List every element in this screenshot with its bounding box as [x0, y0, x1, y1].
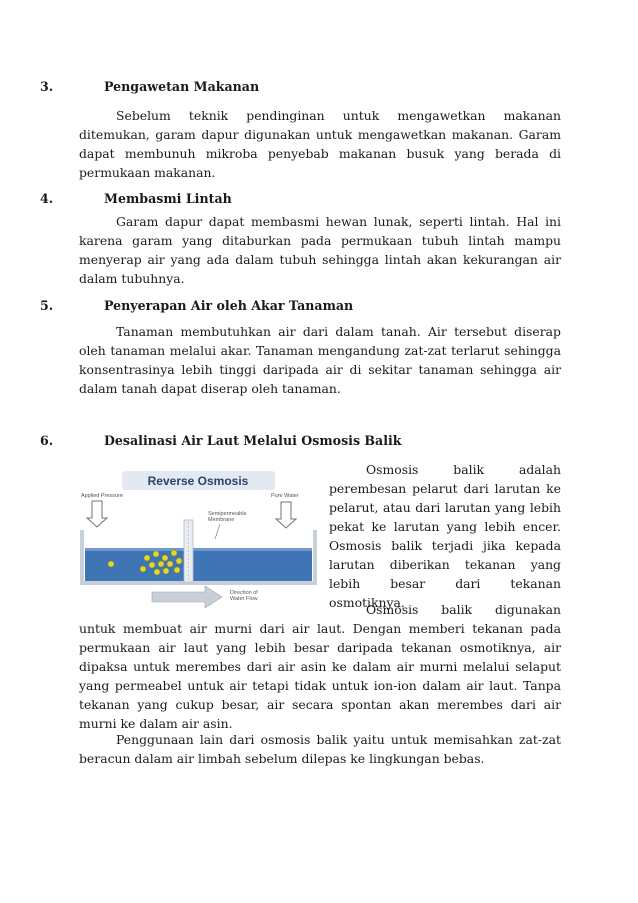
section-5-number: 5. — [40, 298, 54, 313]
section-6-body-continued: untuk membuat air murni dari air laut. Dengan memberi tekanan pada permukaan air laut yang lebih besar daripada tekanan osmotiknya, air dipaksa untuk merembes dari air asin ke dalam air murni melalui selaput yang permeabel untuk air tetapi tidak untuk ion-ion dalam air laut. Tanpa tekanan yang cukup besar, air secara spontan akan merembes dari air murni ke dalam air asin. — [79, 621, 561, 731]
section-3-title: Pengawetan Makanan — [104, 79, 260, 94]
label-membrane-line1: Semipermeable — [208, 511, 247, 517]
section-4-body: Garam dapur dapat membasmi hewan lunak, seperti lintah. Hal ini karena garam yang ditaburkan pada permukaan tubuh lintah mampu menyerap air yang ada dalam tubuh sehingga lintah akan kekurangan air dalam tubuhnya. — [79, 214, 561, 286]
section-6-body-continued-start: Osmosis balik digunakan — [366, 602, 561, 617]
water-body — [85, 548, 312, 581]
label-pure-water: Pure Water — [271, 493, 299, 499]
label-flow-line1: Direction of — [230, 590, 258, 596]
section-4-number: 4. — [40, 191, 54, 206]
section-6-number: 6. — [40, 433, 54, 448]
label-flow-line2: Water Flow — [230, 596, 258, 602]
section-6-body-last: Penggunaan lain dari osmosis balik yaitu untuk memisahkan zat-zat beracun dalam air limbah sebelum dilepas ke lingkungan bebas. — [79, 732, 561, 766]
reverse-osmosis-diagram — [80, 466, 317, 609]
label-applied-pressure: Applied Pressure — [81, 493, 123, 499]
section-3-number: 3. — [40, 79, 54, 94]
figure-title: Reverse Osmosis — [147, 474, 249, 488]
section-6-title: Desalinasi Air Laut Melalui Osmosis Balik — [104, 433, 402, 448]
section-5-body: Tanaman membutuhkan air dari dalam tanah. Air tersebut diserap oleh tanaman melalui akar. Tanaman mengandung zat-zat terlarut sehingga konsentrasinya lebih tinggi daripada air di sekitar tanaman sehingga air dalam tanah dapat diserap oleh tanaman. — [79, 324, 561, 396]
section-4-title: Membasmi Lintah — [104, 191, 232, 206]
section-3-body: Sebelum teknik pendinginan untuk mengawetkan makanan ditemukan, garam dapur digunakan untuk mengawetkan makanan. Garam dapat membunuh mikroba penyebab makanan busuk yang berada di permukaan makanan. — [79, 108, 561, 180]
section-5-title: Penyerapan Air oleh Akar Tanaman — [104, 298, 354, 313]
label-membrane-line2: Membrane — [208, 517, 235, 523]
section-6-body-beside-figure: Osmosis balik adalah perembesan pelarut dari larutan ke pelarut, atau dari larutan yang lebih pekat ke larutan yang lebih encer. Osmosis balik terjadi jika kepada larutan diberikan tekanan yang lebih besar dari tekanan osmotiknya. — [329, 462, 561, 610]
